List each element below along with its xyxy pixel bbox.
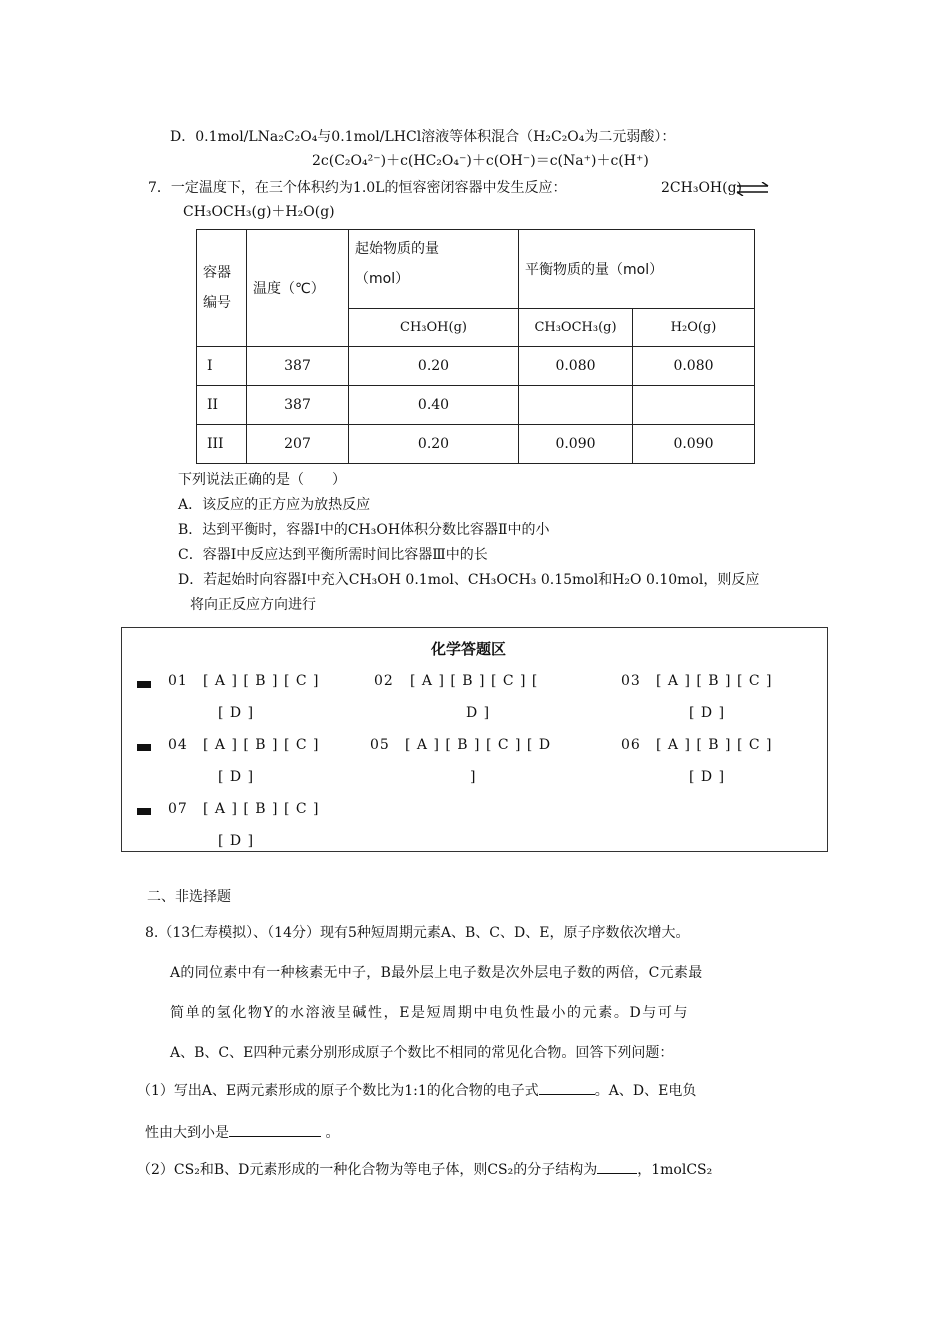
header-container-id xyxy=(197,230,247,347)
question-number-06: 06 xyxy=(621,737,641,753)
q8-part1 xyxy=(137,1080,696,1101)
electronegativity-blank[interactable] xyxy=(229,1122,321,1137)
subheader-ch3och3: CH₃OCH₃(g) xyxy=(519,309,633,347)
header-start-amount xyxy=(349,230,519,309)
cell-start: 0.20 xyxy=(349,425,519,464)
equilibrium-arrow-icon xyxy=(736,182,770,196)
question-number-02: 02 xyxy=(374,673,394,689)
electron-formula-blank[interactable] xyxy=(539,1080,595,1095)
section-heading: 二、非选择题 xyxy=(147,889,231,905)
cell-ether: 0.090 xyxy=(519,425,633,464)
cell-ether: 0.080 xyxy=(519,347,633,386)
timing-mark-icon xyxy=(137,808,151,815)
answer-area-title: 化学答题区 xyxy=(431,640,507,658)
cell-temperature: 387 xyxy=(247,347,349,386)
header-equilibrium-amount: 平衡物质的量（mol） xyxy=(519,230,755,309)
q7-equation-right: CH₃OCH₃(g)＋H₂O(g) xyxy=(183,204,335,220)
question-number-05: 05 xyxy=(370,737,390,753)
q8-line1: 8.（13仁寿模拟）、（14分）现有5种短周期元素A、B、C、D、E，原子序数依次增大。 xyxy=(145,925,690,941)
answer-choice-d-01[interactable]: [ D ] xyxy=(218,705,255,721)
q8-part1-text-tail: 。A、D、E电负 xyxy=(594,1083,697,1099)
answer-choices-03[interactable]: [ A ] [ B ] [ C ] xyxy=(656,673,773,689)
q7-stem: 7．一定温度下，在三个体积约为1.0L的恒容密闭容器中发生反应： xyxy=(148,180,567,196)
q7-prompt: 下列说法正确的是（ ） xyxy=(178,472,346,488)
q6-option-d-line1: D．0.1mol/LNa₂C₂O₄与0.1mol/LHCl溶液等体积混合（H₂C₂O₄为二元弱酸）： xyxy=(170,129,676,145)
cell-temperature: 387 xyxy=(247,386,349,425)
header-start-line2: （mol） xyxy=(355,271,410,287)
q7-option-b: B．达到平衡时，容器Ⅰ中的CH₃OH体积分数比容器Ⅱ中的小 xyxy=(178,522,550,538)
answer-choice-d-03[interactable]: [ D ] xyxy=(689,705,726,721)
answer-choices-04[interactable]: [ A ] [ B ] [ C ] xyxy=(203,737,320,753)
cell-container-id: II xyxy=(197,386,247,425)
cell-temperature: 207 xyxy=(247,425,349,464)
answer-choice-d-05[interactable]: ] xyxy=(470,769,477,785)
q6-option-d-equation: 2c(C₂O₄²⁻)＋c(HC₂O₄⁻)＋c(OH⁻)＝c(Na⁺)＋c(H⁺) xyxy=(312,153,649,169)
cell-ether xyxy=(519,386,633,425)
q8-part1-cont-text: 性由大到小是 xyxy=(145,1125,229,1141)
q7-option-c: C．容器Ⅰ中反应达到平衡所需时间比容器Ⅲ中的长 xyxy=(178,547,488,563)
cell-h2o: 0.090 xyxy=(633,425,755,464)
header-container-line1: 容器 xyxy=(203,265,231,281)
answer-choices-06[interactable]: [ A ] [ B ] [ C ] xyxy=(656,737,773,753)
answer-choices-01[interactable]: [ A ] [ B ] [ C ] xyxy=(203,673,320,689)
header-container-line2: 编号 xyxy=(203,295,231,311)
q8-line4: A、B、C、E四种元素分别形成原子个数比不相同的常见化合物。回答下列问题： xyxy=(170,1045,674,1061)
table-row xyxy=(197,386,755,425)
table-row xyxy=(197,425,755,464)
answer-choices-05[interactable]: [ A ] [ B ] [ C ] [ D xyxy=(405,737,552,753)
answer-choice-d-04[interactable]: [ D ] xyxy=(218,769,255,785)
timing-mark-icon xyxy=(137,681,151,688)
molecular-structure-blank[interactable] xyxy=(597,1159,637,1174)
q8-part1-cont-end: 。 xyxy=(325,1125,340,1141)
table-row xyxy=(197,347,755,386)
question-number-07: 07 xyxy=(168,801,188,817)
q7-equation-left: 2CH₃OH(g) xyxy=(661,180,743,196)
q8-part2 xyxy=(137,1159,712,1180)
equilibrium-table xyxy=(196,229,755,464)
subheader-ch3oh: CH₃OH(g) xyxy=(349,309,519,347)
q8-part2-tail: ，1molCS₂ xyxy=(637,1162,713,1178)
question-number-04: 04 xyxy=(168,737,188,753)
timing-mark-icon xyxy=(137,744,151,751)
subheader-h2o: H₂O(g) xyxy=(633,309,755,347)
cell-h2o xyxy=(633,386,755,425)
q8-line2: A的同位素中有一种核素无中子，B最外层上电子数是次外层电子数的两倍，C元素最 xyxy=(170,965,703,981)
q8-part1-cont xyxy=(145,1122,339,1143)
cell-start: 0.20 xyxy=(349,347,519,386)
q8-part2-text: （2）CS₂和B、D元素形成的一种化合物为等电子体，则CS₂的分子结构为 xyxy=(137,1162,598,1178)
answer-choice-d-02[interactable]: D ] xyxy=(466,705,491,721)
header-temperature: 温度（℃） xyxy=(247,230,349,347)
q7-option-d-line1: D．若起始时向容器Ⅰ中充入CH₃OH 0.1mol、CH₃OCH₃ 0.15mol和H₂O 0.10mol，则反应 xyxy=(178,572,760,588)
cell-h2o: 0.080 xyxy=(633,347,755,386)
q7-option-a: A．该反应的正方应为放热反应 xyxy=(178,497,371,513)
cell-container-id: I xyxy=(197,347,247,386)
q8-part1-text: （1）写出A、E两元素形成的原子个数比为1:1的化合物的电子式 xyxy=(137,1083,539,1099)
question-number-03: 03 xyxy=(621,673,641,689)
q7-option-d-line2: 将向正反应方向进行 xyxy=(190,597,316,613)
answer-choices-02[interactable]: [ A ] [ B ] [ C ] [ xyxy=(410,673,539,689)
question-number-01: 01 xyxy=(168,673,188,689)
answer-choice-d-06[interactable]: [ D ] xyxy=(689,769,726,785)
header-start-line1: 起始物质的量 xyxy=(355,241,439,257)
q8-line3: 简单的氢化物Y的水溶液呈碱性，E是短周期中电负性最小的元素。D与可与 xyxy=(170,1005,690,1021)
answer-choices-07[interactable]: [ A ] [ B ] [ C ] xyxy=(203,801,320,817)
cell-container-id: III xyxy=(197,425,247,464)
cell-start: 0.40 xyxy=(349,386,519,425)
answer-choice-d-07[interactable]: [ D ] xyxy=(218,833,255,849)
